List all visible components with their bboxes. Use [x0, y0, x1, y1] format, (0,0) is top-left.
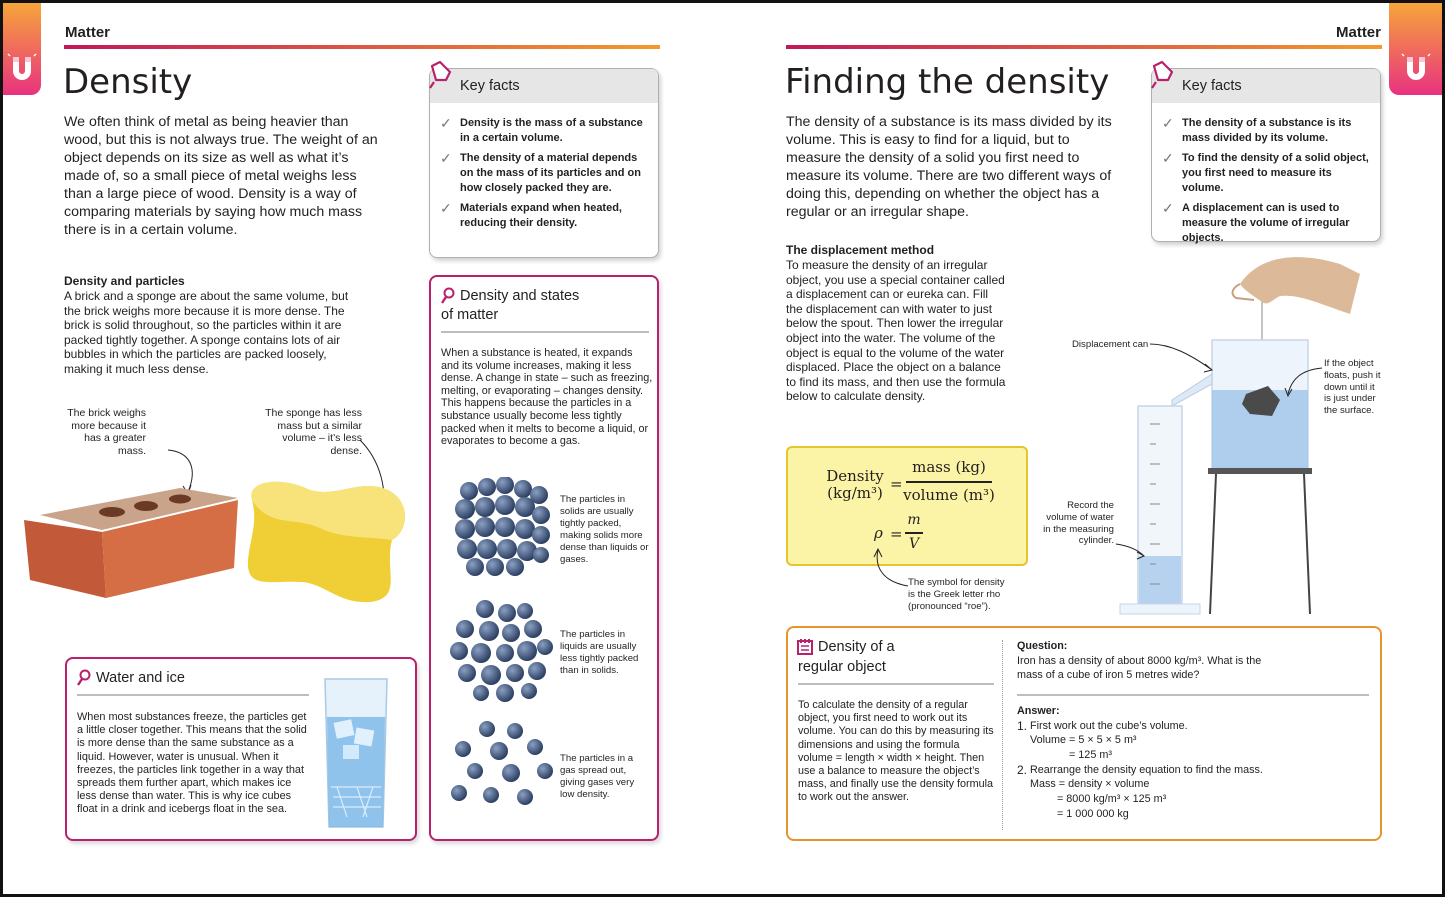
hand-image [1240, 257, 1360, 314]
regular-divider [798, 683, 994, 685]
key-fact-item: ✓ Density is the mass of a substance in a certain volume. [440, 115, 643, 144]
chapter-tab-left [3, 3, 41, 95]
section-label-right: Matter [1335, 24, 1381, 41]
key-fact-item: ✓ The density of a material depends on the mass of its particles and on how closely packed they are. [440, 150, 641, 194]
key-facts-title-left: Key facts [460, 78, 520, 94]
formula-equals: = [890, 475, 903, 493]
regular-heading-line2: regular object [798, 659, 886, 675]
states-of-matter-box [429, 275, 659, 841]
regular-heading-line1: Density of a [818, 639, 895, 655]
key-facts-header-left [430, 69, 658, 103]
pushpin-icon [426, 58, 458, 90]
page-title-right: Finding the density [785, 62, 1110, 102]
cylinder-label: Record the volume of water in the measuring cylinder. [1043, 500, 1114, 547]
step1-number: 1. [1017, 719, 1028, 733]
step2-text: Rearrange the density equation to find the mass. [1030, 764, 1263, 776]
formula-numerator: mass (kg) [912, 458, 986, 476]
header-rule-left [64, 45, 660, 49]
section-label-left: Matter [65, 24, 111, 41]
water-ice-text: When most substances freeze, the particles get a little closer together. This means that the solid is more dense than the same substance as a liquid. However, water is unusual. When it freezes, the particles link together in a way that spreads them further apart, which makes ice less dense than water. This is why ice cubes float in a drink and icebergs float in the sea. [77, 711, 307, 816]
water-ice-divider [77, 694, 309, 696]
step1-line2: = 125 m³ [1069, 749, 1112, 761]
magnet-icon [7, 53, 37, 87]
rho-pointer [872, 548, 912, 594]
formula-denominator: volume (m³) [903, 486, 995, 504]
water-ice-heading: Water and ice [96, 670, 185, 686]
displacement-can-illustration [1040, 244, 1385, 620]
gas-label: The particles in a gas spread out, giving gases very low density. [560, 753, 635, 800]
solid-particles-image [445, 477, 557, 577]
answer-label: Answer: [1017, 705, 1060, 717]
step2-number: 2. [1017, 763, 1028, 777]
check-icon: ✓ [440, 150, 452, 166]
formula-equals-2: = [890, 525, 903, 543]
pushpin-icon [1148, 58, 1180, 90]
brick-sponge-illustration [20, 420, 420, 610]
formula-m: m [907, 512, 921, 528]
displacement-text: To measure the density of an irregular object, you use a special container called a displacement can or eureka can. Fill the displacement can with water to just below the spout. Then lower the irregular object into the water. The volume of the object is equal to the volume of the water displaced. Place the object on a balance to find its mass, and then use the formula below to calculate density. [786, 258, 1006, 404]
key-facts-header-right [1152, 69, 1380, 103]
step1-line1: Volume = 5 × 5 × 5 m³ [1030, 734, 1137, 746]
regular-object-box [786, 626, 1382, 841]
question-label: Question: [1017, 640, 1068, 652]
notepad-icon [796, 638, 814, 656]
states-divider [441, 331, 649, 333]
states-text: When a substance is heated, it expands and its volume increases, making it less dense. A change in state – such as freezing, melting, or evaporating – changes density. This happens because the particles in a substance usually become less tightly packed when it melts to become a liquid, or evaporates to become a gas. [441, 347, 653, 448]
states-heading-line2: of matter [441, 307, 499, 323]
brick-label: The brick weighs more because it has a greater mass. [67, 407, 146, 457]
liquid-label: The particles in liquids are usually less tightly packed than in solids. [560, 629, 639, 676]
check-icon: ✓ [440, 115, 452, 131]
fraction-bar [906, 481, 992, 483]
magnifier-icon [76, 669, 92, 687]
rho-label: The symbol for density is the Greek letter rho (pronounced “roe”). [908, 577, 1005, 612]
check-icon: ✓ [1162, 200, 1174, 216]
formula-lhs-line1: Density [826, 467, 884, 485]
magnet-icon [1401, 53, 1431, 87]
gas-particles-image [449, 721, 557, 807]
states-heading-line1: Density and states [460, 288, 580, 304]
intro-left: We often think of metal as being heavier than wood, but this is not always true. The weight of an object depends on its size as well as what it’s made of, so a small piece of metal weighs less than a large piece of wood. Density is a way of comparing materials by saying how much mass there is in a certain volume. [64, 114, 378, 238]
key-fact-item: ✓ The density of a substance is its mass divided by its volume. [1162, 115, 1352, 144]
fraction-bar-2 [905, 532, 923, 534]
question-text: Iron has a density of about 8000 kg/m³. What is the mass of a cube of iron 5 metres wide? [1017, 655, 1262, 681]
key-facts-title-right: Key facts [1182, 78, 1242, 94]
key-fact-item: ✓ Materials expand when heated, reducing their density. [440, 200, 622, 229]
intro-right: The density of a substance is its mass divided by its volume. This is easy to find for a liquid, but to measure the density of a solid you first need to measure its volume. There are two different ways of doing this, depending on whether the object has a regular or an irregular shape. [786, 114, 1112, 220]
check-icon: ✓ [1162, 150, 1174, 166]
key-facts-box-left [429, 68, 659, 258]
float-label: If the object floats, push it down until it is just under the surface. [1324, 358, 1381, 417]
header-rule-right [786, 45, 1382, 49]
page-title-left: Density [63, 62, 193, 102]
particles-text: A brick and a sponge are about the same volume, but the brick weighs more because it is more dense. The brick is solid throughout, so the particles within it are packed tightly together. A sponge contains lots of air bubbles in which the particles are packed loosely, making it much less dense. [64, 289, 349, 376]
check-icon: ✓ [1162, 115, 1174, 131]
glass-of-ice-water-image [323, 677, 389, 829]
magnifier-icon [440, 287, 456, 305]
key-fact-item: ✓ A displacement can is used to measure the volume of irregular objects. [1162, 200, 1350, 244]
sponge-image [248, 482, 405, 602]
brick-image [24, 488, 238, 598]
formula-lhs-line2: (kg/m³) [827, 484, 883, 502]
displacement-heading: The displacement method [786, 243, 935, 257]
step2-line1: Mass = density × volume [1030, 778, 1150, 790]
qa-divider [1017, 694, 1369, 696]
solid-label: The particles in solids are usually tightly packed, making solids more dense than liquids or gases. [560, 494, 649, 565]
step2-line2: = 8000 kg/m³ × 125 m³ [1057, 793, 1167, 805]
regular-text: To calculate the density of a regular object, you first need to work out its volume. You can do this by measuring its dimensions and using the formula volume = length × width × height. Then use a balance to measure the object’s mass, and finally use the density formula to work out the answer. [798, 699, 994, 804]
formula-lhs [818, 468, 892, 502]
particles-heading: Density and particles [64, 274, 185, 288]
step2-line3: = 1 000 000 kg [1057, 808, 1129, 820]
can-label: Displacement can [1072, 339, 1149, 350]
key-facts-box-right [1151, 68, 1381, 242]
chapter-tab-right [1389, 3, 1442, 95]
step1-text: First work out the cube’s volume. [1030, 720, 1188, 732]
key-fact-item: ✓ To find the density of a solid object, you first need to measure its volume. [1162, 150, 1369, 194]
check-icon: ✓ [440, 200, 452, 216]
liquid-particles-image [445, 599, 557, 703]
formula-rho: ρ [874, 524, 883, 542]
column-divider [1002, 640, 1003, 830]
sponge-label: The sponge has less mass but a similar volume – it’s less dense. [265, 407, 362, 457]
water-and-ice-box [65, 657, 417, 841]
formula-v: V [908, 536, 920, 552]
